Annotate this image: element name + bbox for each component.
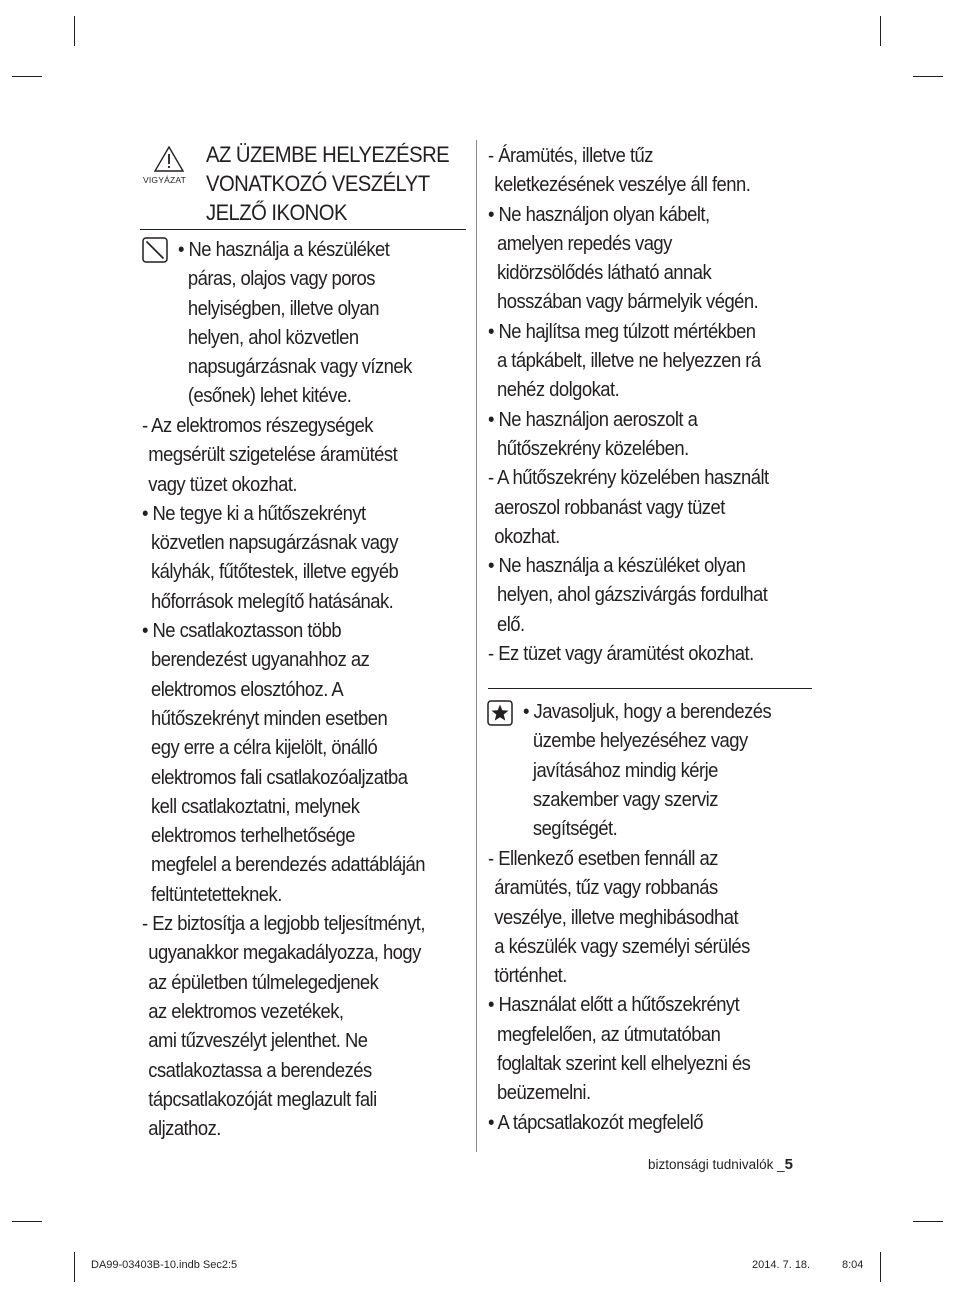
text-line: megfelelően, az útmutatóban [497,1022,721,1046]
text-line: - Ez biztosítja a legjobb teljesítményt, [142,912,425,936]
text-line: veszélye, illetve meghibásodhat [494,905,739,929]
text-line: csatlakoztassa a berendezés [148,1058,372,1082]
footer-section-name: biztonsági tudnivalók _ [648,1157,785,1172]
text-line: vagy tüzet okozhat. [148,472,298,496]
text-line: javításához mindig kérje [532,758,718,782]
text-line: elektromos elosztóhoz. A [151,677,344,701]
text-line: okozhat. [494,524,560,548]
text-line: egy erre a célra kijelölt, önálló [151,736,378,760]
text-line: hosszában vagy bármelyik végén. [497,290,759,314]
text-line: az épületben túlmelegedjenek [148,970,379,994]
text-line: ami tűzveszélyt jelenthet. Ne [148,1029,368,1053]
text-line: páras, olajos vagy poros [187,267,375,291]
text-line: helyen, ahol közvetlen [187,325,359,349]
text-line: történhet. [494,964,567,988]
text-line: foglaltak szerint kell elhelyezni és [497,1052,751,1076]
text-line: beüzemelni. [497,1081,591,1105]
text-line: hűtőszekrényt minden esetben [151,706,388,730]
text-line: feltüntetetteknek. [151,882,282,906]
text-line: • Ne használja a készüléket [178,238,390,261]
caution-label: VIGYÁZAT [143,175,187,185]
text-line: - Áramütés, illetve tűz [488,144,653,167]
text-line: helyen, ahol gázszivárgás fordulhat [497,583,768,607]
text-line: az elektromos vezetékek, [148,999,344,1023]
text-line: • Ne használja a készüléket olyan [488,554,746,578]
crop-mark [74,16,75,46]
warning-triangle-icon [154,146,184,172]
column-divider [476,140,477,1152]
text-line: közvetlen napsugárzásnak vagy [151,531,398,555]
text-line: • Ne használjon olyan kábelt, [488,202,710,226]
star-note-icon [487,700,513,726]
text-line: megsérült szigetelése áramütést [148,443,398,467]
imprint-file: DA99-03403B-10.indb Sec2:5 [91,1259,238,1271]
text-line: • Javasoljuk, hogy a berendezés [523,700,772,723]
text-line: tápcsatlakozóját meglazult fali [148,1087,377,1111]
crop-mark [913,1221,943,1222]
text-line: keletkezésének veszélye áll fenn. [494,173,751,197]
note-block [523,697,799,843]
text-line: • A tápcsatlakozót megfelelő [488,1110,703,1134]
prohibited-icon [142,237,168,263]
left-body [142,411,456,1143]
text-line: • Ne hajlítsa meg túlzott mértékben [488,319,756,343]
imprint-time: 8:04 [842,1259,864,1271]
page-number: 5 [784,1156,793,1173]
text-line: üzembe helyezéséhez vagy [532,729,748,753]
text-line: segítségét. [532,817,618,841]
text-line: berendezést ugyanahhoz az [151,648,370,672]
text-line: hőforrások melegítő hatásának. [151,589,394,613]
text-line: aljzathoz. [148,1117,221,1141]
text-line: • Ne csatlakoztasson több [142,619,342,643]
text-line: megfelel a berendezés adattábláján [151,853,425,877]
text-line: a tápkábelt, illetve ne helyezzen rá [497,349,761,373]
page-footer [648,1156,793,1173]
text-line: - Az elektromos részegységek [142,414,373,437]
title-line: JELZŐ IKONOK [206,200,347,225]
text-line: - Ellenkező esetben fennáll az [488,847,718,870]
text-line: napsugárzásnak vagy víznek [187,355,412,379]
text-line: elő. [497,612,525,636]
text-line: kell csatlakoztatni, melynek [151,794,360,818]
text-line: • Használat előtt a hűtőszekrényt [488,993,740,1017]
crop-mark [913,76,943,77]
text-line: a készülék vagy személyi sérülés [494,934,750,958]
text-line: - A hűtőszekrény közelében használt [488,466,769,490]
text-line: áramütés, tűz vagy robbanás [494,876,718,900]
crop-mark [12,76,42,77]
text-line: (esőnek) lehet kitéve. [187,384,352,408]
title-line: AZ ÜZEMBE HELYEZÉSRE [206,142,450,167]
text-line: szakember vagy szerviz [532,787,718,811]
imprint-date: 2014. 7. 18. [752,1259,811,1271]
text-line: kidörzsölődés látható annak [497,261,712,285]
crop-mark [880,16,881,46]
text-line: • Ne használjon aeroszolt a [488,407,698,431]
section-rule [488,688,812,689]
text-line: hűtőszekrény közelében. [497,436,689,460]
title-line: VONATKOZÓ VESZÉLYT [206,171,430,196]
text-line: - Ez tüzet vagy áramütést okozhat. [488,642,754,666]
crop-mark [12,1221,42,1222]
text-line: ugyanakkor megakadályozza, hogy [148,941,421,965]
text-line: aeroszol robbanást vagy tüzet [494,495,725,519]
page-title [206,140,449,227]
prohibited-block [178,235,438,411]
right-body [488,141,800,668]
text-line: helyiségben, illetve olyan [187,296,379,320]
text-line: • Ne tegye ki a hűtőszekrényt [142,501,366,525]
crop-mark [74,1252,75,1282]
right-body-after [488,844,780,1137]
section-heading [140,140,466,230]
text-line: nehéz dolgokat. [497,378,620,402]
crop-mark [880,1252,881,1282]
text-line: elektromos fali csatlakozóaljzatba [151,765,408,789]
text-line: kályhák, fűtőtestek, illetve egyéb [151,560,399,584]
text-line: elektromos terhelhetősége [151,824,355,848]
text-line: amelyen repedés vagy [497,231,672,255]
